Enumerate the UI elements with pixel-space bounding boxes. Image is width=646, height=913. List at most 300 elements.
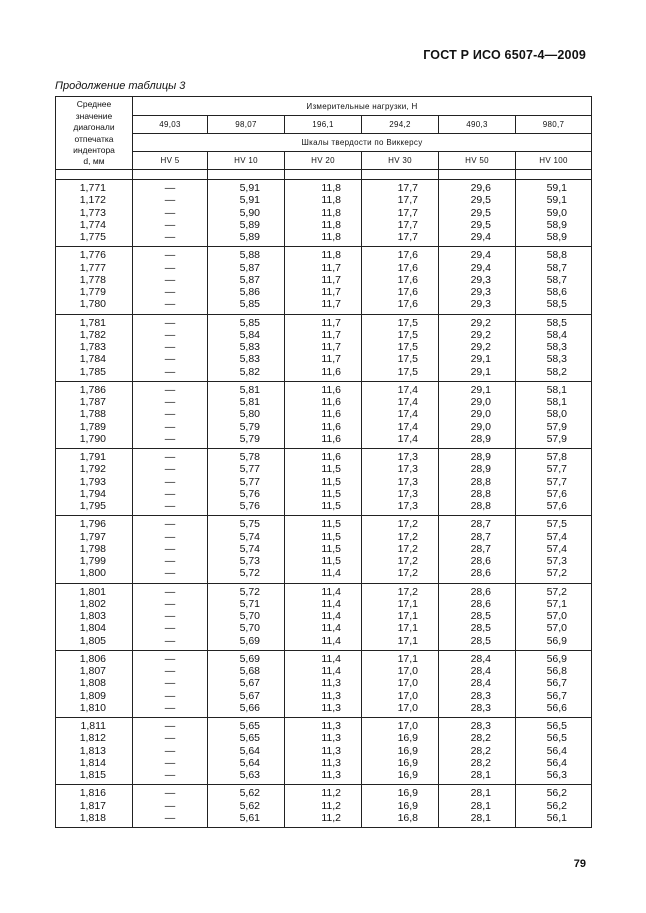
table-cell: [56, 314, 133, 381]
cell-value: 1,801: [79, 585, 106, 598]
stub-line: индентора: [73, 144, 115, 155]
cell-value: 28,6: [470, 585, 491, 598]
cell-value: 1,792: [79, 463, 106, 476]
cell-value: 28,5: [470, 622, 491, 635]
cell-value: 1,789: [79, 420, 106, 433]
table-cell: [56, 449, 133, 516]
table-cell: [208, 247, 285, 314]
table-cell: [56, 785, 133, 828]
table-row-group: [56, 180, 592, 247]
cell-value: 29,2: [470, 328, 491, 341]
cell-value: 1,773: [79, 206, 106, 219]
cell-value: —: [164, 261, 176, 274]
cell-value: 1,781: [79, 316, 106, 329]
cell-value: 28,1: [470, 787, 491, 800]
cell-value: 5,69: [239, 634, 260, 647]
cell-value: —: [164, 475, 176, 488]
cell-value: 17,7: [397, 206, 418, 219]
cell-value: 29,2: [470, 316, 491, 329]
table-cell: [208, 381, 285, 448]
cell-value: —: [164, 463, 176, 476]
table-cell: [133, 449, 208, 516]
table-cell: [133, 314, 208, 381]
cell-value: 17,5: [397, 316, 418, 329]
cell-value: 58,3: [546, 353, 568, 366]
cell-value: 1,803: [79, 610, 106, 622]
cell-value: 57,1: [546, 597, 568, 610]
cell-value: 29,4: [470, 261, 491, 274]
cell-value: 5,66: [239, 701, 260, 714]
cell-value: 56,4: [546, 756, 568, 769]
cell-value: 5,84: [239, 328, 260, 341]
table-row-group: [56, 516, 592, 583]
cell-value: 17,6: [397, 298, 418, 311]
table-cell: [208, 785, 285, 828]
cell-value: 16,8: [397, 811, 418, 824]
table-cell: [516, 718, 592, 785]
cell-value: 17,6: [397, 286, 418, 298]
cell-value: 28,1: [470, 799, 491, 812]
cell-value: 11,4: [321, 652, 341, 665]
cell-value: 1,807: [79, 665, 106, 677]
scale-cell: HV 20: [285, 152, 362, 170]
cell-value: 1,813: [79, 744, 106, 757]
cell-value: 11,4: [321, 634, 341, 647]
cell-value: 17,5: [397, 353, 418, 366]
table-cell: [285, 449, 362, 516]
cell-value: 5,75: [239, 518, 260, 531]
stub-line: отпечатка: [74, 133, 114, 144]
cell-value: —: [164, 365, 176, 378]
cell-value: —: [164, 744, 176, 757]
table-cell: [439, 718, 516, 785]
cell-value: 5,73: [239, 555, 260, 567]
cell-value: 1,811: [80, 720, 106, 732]
table-cell: [208, 449, 285, 516]
cell-value: 1,172: [79, 194, 106, 207]
table-cell: [362, 314, 439, 381]
table-cell: [516, 314, 592, 381]
table-cell: [516, 449, 592, 516]
cell-value: 28,8: [470, 475, 491, 488]
cell-value: 29,3: [470, 298, 491, 311]
table-cell: [439, 314, 516, 381]
cell-value: 1,808: [79, 677, 106, 690]
cell-value: 11,5: [321, 542, 341, 555]
cell-value: 17,0: [397, 689, 418, 702]
cell-value: 1,793: [79, 475, 106, 488]
cell-value: 56,2: [546, 799, 568, 812]
cell-value: 5,77: [239, 475, 260, 488]
cell-value: 11,2: [321, 811, 341, 824]
cell-value: 56,5: [546, 732, 568, 745]
cell-value: 11,3: [321, 769, 341, 781]
table-cell: [439, 247, 516, 314]
cell-value: 29,1: [470, 383, 491, 396]
cell-value: 11,5: [321, 500, 341, 512]
page-number: 79: [573, 858, 586, 870]
cell-value: 11,7: [321, 261, 341, 274]
scales-title: Шкалы твердости по Виккерсу: [133, 134, 592, 152]
cell-value: 17,2: [397, 530, 418, 543]
cell-value: 5,90: [239, 206, 260, 219]
cell-value: 11,4: [321, 567, 341, 580]
cell-value: 11,7: [321, 286, 341, 298]
table-cell: [285, 516, 362, 583]
cell-value: 11,5: [321, 518, 341, 531]
cell-value: 5,62: [239, 799, 260, 812]
cell-value: 28,3: [470, 689, 491, 702]
cell-value: 5,70: [239, 622, 260, 635]
load-cell: 980,7: [516, 116, 592, 134]
table-row-group: [56, 247, 592, 314]
cell-value: 11,6: [321, 383, 341, 396]
cell-value: 28,7: [470, 518, 491, 531]
table-cell: [56, 718, 133, 785]
table-cell: [56, 247, 133, 314]
cell-value: 17,4: [397, 396, 418, 408]
cell-value: 5,83: [239, 341, 260, 353]
stub-line: значение: [75, 110, 113, 121]
cell-value: 1,790: [79, 432, 106, 445]
cell-value: 29,5: [470, 206, 491, 219]
document-header: ГОСТ Р ИСО 6507-4—2009: [423, 48, 586, 62]
table-cell: [439, 650, 516, 717]
table-row-group: [56, 650, 592, 717]
cell-value: 17,0: [397, 720, 418, 732]
table-cell: [56, 583, 133, 650]
cell-value: —: [164, 622, 176, 635]
cell-value: 5,77: [239, 463, 260, 476]
cell-value: 29,4: [470, 249, 491, 262]
cell-value: 28,6: [470, 567, 491, 580]
cell-value: 17,5: [397, 365, 418, 378]
cell-value: 11,7: [321, 341, 341, 353]
cell-value: 28,1: [470, 769, 491, 781]
cell-value: 17,4: [397, 408, 418, 421]
scale-cell: HV 50: [439, 152, 516, 170]
table-cell: [208, 180, 285, 247]
cell-value: —: [164, 597, 176, 610]
cell-value: 17,6: [397, 249, 418, 262]
cell-value: 11,5: [321, 530, 341, 543]
cell-value: 1,771: [79, 182, 106, 194]
table-cell: [133, 180, 208, 247]
table-cell: [285, 583, 362, 650]
cell-value: 57,0: [546, 610, 568, 622]
cell-value: 11,8: [321, 231, 341, 243]
table-cell: [362, 516, 439, 583]
cell-value: 11,8: [321, 194, 341, 207]
cell-value: 5,70: [239, 610, 260, 622]
cell-value: 17,7: [397, 218, 418, 231]
cell-value: 29,4: [470, 231, 491, 243]
cell-value: 1,812: [79, 732, 106, 745]
table-cell: [133, 718, 208, 785]
table-cell: [516, 381, 592, 448]
cell-value: 59,1: [546, 194, 568, 207]
cell-value: —: [164, 610, 176, 622]
cell-value: 11,5: [321, 487, 341, 500]
table-cell: [56, 516, 133, 583]
cell-value: 1,817: [79, 799, 106, 812]
cell-value: 57,6: [546, 487, 568, 500]
table-cell: [516, 785, 592, 828]
cell-value: 5,67: [239, 677, 260, 690]
cell-value: 56,2: [546, 787, 568, 800]
table-row-group: [56, 785, 592, 828]
cell-value: 11,3: [321, 720, 341, 732]
cell-value: 58,1: [546, 383, 568, 396]
table-cell: [439, 583, 516, 650]
cell-value: 1,797: [79, 530, 106, 543]
cell-value: 58,5: [546, 316, 568, 329]
cell-value: 11,4: [321, 665, 341, 677]
cell-value: 57,8: [546, 451, 568, 463]
cell-value: 17,2: [397, 585, 418, 598]
cell-value: 5,89: [239, 218, 260, 231]
table-cell: [133, 381, 208, 448]
cell-value: 11,3: [321, 756, 341, 769]
cell-value: 1,816: [79, 787, 106, 800]
cell-value: 16,9: [397, 756, 418, 769]
cell-value: 5,81: [239, 383, 260, 396]
cell-value: 28,2: [470, 744, 491, 757]
cell-value: 57,9: [546, 420, 568, 433]
cell-value: 11,7: [321, 328, 341, 341]
table-cell: [285, 785, 362, 828]
cell-value: 1,815: [79, 769, 106, 781]
cell-value: 29,1: [470, 365, 491, 378]
cell-value: —: [164, 451, 176, 463]
cell-value: 5,86: [239, 286, 260, 298]
cell-value: 57,5: [546, 518, 568, 531]
cell-value: 17,0: [397, 677, 418, 690]
cell-value: 28,4: [470, 665, 491, 677]
load-cell: 98,07: [208, 116, 285, 134]
cell-value: 56,5: [546, 720, 568, 732]
cell-value: —: [164, 689, 176, 702]
cell-value: 29,3: [470, 286, 491, 298]
cell-value: 1,799: [79, 555, 106, 567]
cell-value: 58,8: [546, 249, 568, 262]
cell-value: 1,804: [79, 622, 106, 635]
cell-value: 11,2: [321, 799, 341, 812]
cell-value: 17,2: [397, 555, 418, 567]
cell-value: 17,0: [397, 701, 418, 714]
cell-value: 58,1: [546, 396, 568, 408]
cell-value: 57,7: [546, 463, 568, 476]
cell-value: 11,8: [321, 182, 341, 194]
table-cell: [208, 650, 285, 717]
cell-value: —: [164, 383, 176, 396]
cell-value: 11,4: [321, 622, 341, 635]
table-cell: [362, 785, 439, 828]
cell-value: 11,6: [321, 432, 341, 445]
table-cell: [133, 516, 208, 583]
cell-value: 5,87: [239, 273, 260, 286]
cell-value: 17,5: [397, 328, 418, 341]
table-row-group: [56, 314, 592, 381]
cell-value: 17,3: [397, 463, 418, 476]
cell-value: 11,6: [321, 420, 341, 433]
cell-value: 58,7: [546, 261, 568, 274]
cell-value: —: [164, 756, 176, 769]
cell-value: 17,3: [397, 487, 418, 500]
table-cell: [133, 583, 208, 650]
table-cell: [133, 650, 208, 717]
cell-value: 17,7: [397, 231, 418, 243]
cell-value: 11,8: [321, 249, 341, 262]
table-cell: [285, 718, 362, 785]
table-cell: [362, 381, 439, 448]
cell-value: 28,2: [470, 756, 491, 769]
cell-value: 17,7: [397, 182, 418, 194]
loads-title: Измерительные нагрузки, Н: [133, 97, 592, 116]
cell-value: —: [164, 396, 176, 408]
cell-value: 58,2: [546, 365, 568, 378]
cell-value: —: [164, 530, 176, 543]
cell-value: 28,9: [470, 451, 491, 463]
cell-value: —: [164, 353, 176, 366]
cell-value: 56,8: [546, 665, 568, 677]
hardness-table: [55, 96, 592, 828]
cell-value: 17,7: [397, 194, 418, 207]
cell-value: 1,796: [79, 518, 106, 531]
load-cell: 49,03: [133, 116, 208, 134]
cell-value: 28,5: [470, 634, 491, 647]
cell-value: 58,9: [546, 231, 568, 243]
table-row-group: [56, 449, 592, 516]
cell-value: 29,0: [470, 408, 491, 421]
cell-value: —: [164, 231, 176, 243]
cell-value: 17,3: [397, 475, 418, 488]
cell-value: 1,806: [79, 652, 106, 665]
cell-value: 5,68: [239, 665, 260, 677]
cell-value: —: [164, 273, 176, 286]
table-cell: [516, 583, 592, 650]
cell-value: —: [164, 542, 176, 555]
table-cell: [285, 247, 362, 314]
cell-value: —: [164, 487, 176, 500]
cell-value: 5,88: [239, 249, 260, 262]
cell-value: 11,7: [321, 316, 341, 329]
cell-value: 5,62: [239, 787, 260, 800]
cell-value: 57,6: [546, 500, 568, 512]
cell-value: 56,6: [546, 701, 568, 714]
cell-value: —: [164, 341, 176, 353]
cell-value: 57,2: [546, 585, 568, 598]
cell-value: 1,777: [79, 261, 106, 274]
cell-value: 28,1: [470, 811, 491, 824]
cell-value: 5,64: [239, 744, 260, 757]
cell-value: —: [164, 218, 176, 231]
cell-value: 1,791: [79, 451, 106, 463]
cell-value: —: [164, 328, 176, 341]
cell-value: 5,65: [239, 720, 260, 732]
cell-value: —: [164, 206, 176, 219]
cell-value: 1,810: [79, 701, 106, 714]
cell-value: 16,9: [397, 787, 418, 800]
cell-value: 17,2: [397, 567, 418, 580]
cell-value: 5,65: [239, 732, 260, 745]
cell-value: 1,780: [79, 298, 106, 311]
cell-value: 1,782: [79, 328, 106, 341]
cell-value: 29,0: [470, 420, 491, 433]
cell-value: 1,774: [79, 218, 106, 231]
cell-value: 17,1: [397, 610, 418, 622]
table-cell: [439, 449, 516, 516]
cell-value: 28,5: [470, 610, 491, 622]
table-cell: [516, 247, 592, 314]
cell-value: 5,71: [239, 597, 260, 610]
cell-value: 28,8: [470, 487, 491, 500]
cell-value: 56,7: [546, 689, 568, 702]
cell-value: —: [164, 555, 176, 567]
cell-value: 57,9: [546, 432, 568, 445]
cell-value: 16,9: [397, 799, 418, 812]
cell-value: —: [164, 316, 176, 329]
cell-value: 17,1: [397, 622, 418, 635]
table-caption: Продолжение таблицы 3: [55, 80, 186, 92]
cell-value: 28,9: [470, 432, 491, 445]
cell-value: 59,1: [546, 182, 568, 194]
table-cell: [362, 650, 439, 717]
cell-value: 17,1: [397, 634, 418, 647]
cell-value: 58,9: [546, 218, 568, 231]
cell-value: 11,4: [321, 610, 341, 622]
cell-value: 28,4: [470, 677, 491, 690]
cell-value: 57,7: [546, 475, 568, 488]
table-cell: [56, 650, 133, 717]
cell-value: 28,9: [470, 463, 491, 476]
cell-value: —: [164, 732, 176, 745]
stub-header: [56, 97, 133, 170]
cell-value: 1,786: [79, 383, 106, 396]
cell-value: 58,5: [546, 298, 568, 311]
cell-value: 5,74: [239, 542, 260, 555]
cell-value: 17,4: [397, 383, 418, 396]
cell-value: 56,7: [546, 677, 568, 690]
cell-value: —: [164, 720, 176, 732]
cell-value: 56,4: [546, 744, 568, 757]
table-cell: [208, 314, 285, 381]
cell-value: 1,805: [79, 634, 106, 647]
cell-value: —: [164, 787, 176, 800]
cell-value: —: [164, 194, 176, 207]
cell-value: 29,6: [470, 182, 491, 194]
cell-value: 11,7: [321, 353, 341, 366]
cell-value: 17,2: [397, 518, 418, 531]
cell-value: 1,775: [79, 231, 106, 243]
cell-value: 59,0: [546, 206, 568, 219]
table-cell: [285, 381, 362, 448]
table-cell: [133, 247, 208, 314]
cell-value: —: [164, 811, 176, 824]
cell-value: 5,72: [239, 567, 260, 580]
cell-value: 5,79: [239, 432, 260, 445]
cell-value: 1,783: [79, 341, 106, 353]
cell-value: —: [164, 652, 176, 665]
cell-value: —: [164, 567, 176, 580]
table-cell: [285, 180, 362, 247]
cell-value: 56,9: [546, 652, 568, 665]
cell-value: 1,802: [79, 597, 106, 610]
cell-value: 1,794: [79, 487, 106, 500]
cell-value: —: [164, 500, 176, 512]
stub-line: диагонали: [73, 122, 115, 133]
cell-value: 1,776: [79, 249, 106, 262]
